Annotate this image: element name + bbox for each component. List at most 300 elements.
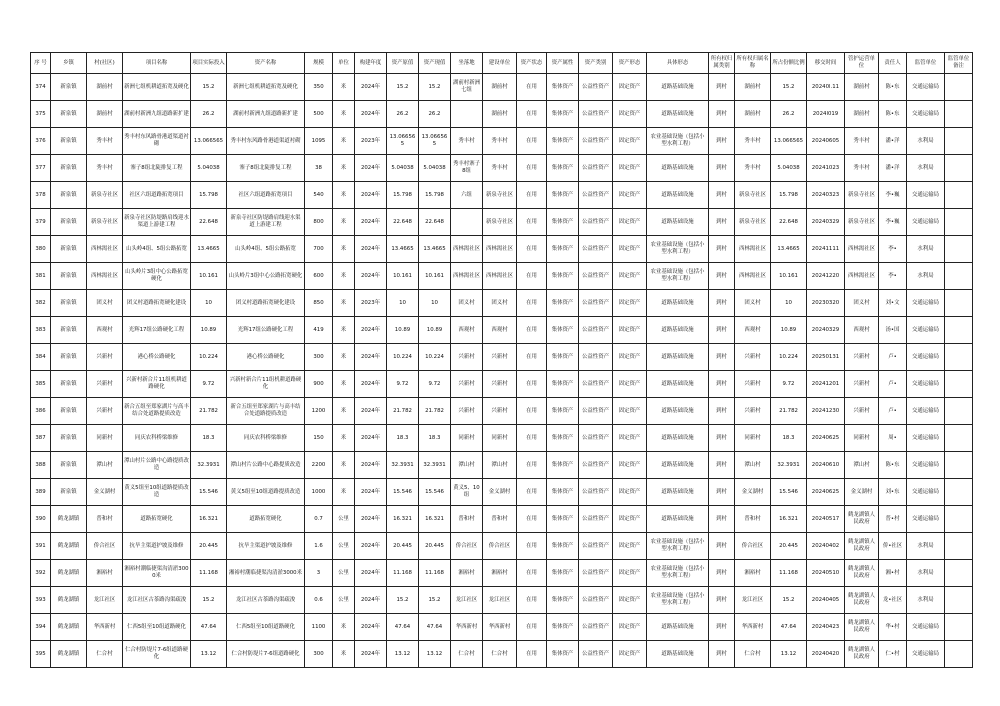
table-cell: 2024年 (355, 560, 387, 587)
table-cell: 山头岭片3组中心公路拓宽硬化 (227, 263, 305, 290)
table-cell: 侨•社区 (879, 533, 907, 560)
table-cell: 20230320 (807, 290, 845, 317)
table-row (31, 506, 973, 533)
table-cell: 10.89 (419, 317, 451, 344)
table-cell: 陈•东 (879, 452, 907, 479)
table-cell: 到村 (709, 533, 735, 560)
table-cell: 抗旱主渠道护坡及维修 (227, 533, 305, 560)
table-cell: 湖前村 (845, 101, 879, 128)
table-cell: 800 (305, 209, 333, 236)
table-cell: 固定资产 (613, 371, 647, 398)
table-cell: 公益性资产 (579, 263, 613, 290)
table-cell: 潭山村 (735, 452, 771, 479)
table-cell: 2024年 (355, 155, 387, 182)
table-cell: 道路基础设施 (647, 74, 709, 101)
table-cell: 固定资产 (613, 614, 647, 641)
table-cell: 700 (305, 236, 333, 263)
table-cell: 秀丰村 (735, 155, 771, 182)
table-cell: 同新村 (451, 425, 483, 452)
table-cell (945, 182, 973, 209)
table-cell: 新泉寺社区防堤路肩线迎水渠道上游建工程 (123, 209, 191, 236)
table-row (31, 587, 973, 614)
table-cell: 到村 (709, 479, 735, 506)
table-cell: 兴新村 (87, 371, 123, 398)
table-cell: 西林渴社区 (483, 236, 517, 263)
table-cell: 集体资产 (547, 74, 579, 101)
table-cell: 金义湖村 (483, 479, 517, 506)
table-cell: 新合五组至郑家湖片与高丰结合处道路提质改造 (227, 398, 305, 425)
table-cell: 10.224 (387, 344, 419, 371)
table-cell (945, 236, 973, 263)
table-cell (945, 155, 973, 182)
table-cell: 兴新村 (845, 371, 879, 398)
table-cell: 47.64 (771, 614, 807, 641)
table-cell: 20240625 (807, 425, 845, 452)
column-header: 资产现值 (419, 53, 451, 74)
table-cell: 2024年 (355, 587, 387, 614)
table-cell: 团义村 (451, 290, 483, 317)
table-cell: 港心桥公路硬化 (227, 344, 305, 371)
table-cell: 水利局 (907, 128, 945, 155)
table-row (31, 128, 973, 155)
table-cell: 新泉镇 (51, 398, 87, 425)
table-row (31, 344, 973, 371)
table-cell: 仁合村 (483, 641, 517, 668)
table-cell: 公益性资产 (579, 587, 613, 614)
column-header: 坐落地 (451, 53, 483, 74)
table-cell: 5.04038 (387, 155, 419, 182)
table-cell: 农业基础设施（包括小型水利工程） (647, 128, 709, 155)
table-cell: 10.224 (771, 344, 807, 371)
table-cell: 382 (31, 290, 51, 317)
table-cell: 固定资产 (613, 344, 647, 371)
table-cell: 米 (333, 641, 355, 668)
table-cell: 交通运输局 (907, 74, 945, 101)
table-cell: 仁西5组至10组道路硬化 (227, 614, 305, 641)
table-row (31, 155, 973, 182)
table-cell: 湖前村新洲九组道路新扩建 (227, 101, 305, 128)
table-cell: 湖前村 (735, 101, 771, 128)
table-cell: 固定资产 (613, 74, 647, 101)
table-cell: 10.224 (191, 344, 227, 371)
table-cell: 卢• (879, 371, 907, 398)
table-cell: 固定资产 (613, 209, 647, 236)
table-cell: 15.798 (771, 182, 807, 209)
column-header: 管护运营单位 (845, 53, 879, 74)
table-cell: 900 (305, 371, 333, 398)
table-cell: 农业基础设施（包括小型水利工程） (647, 587, 709, 614)
table-cell: 公益性资产 (579, 74, 613, 101)
table-cell: 西林渴社区 (735, 236, 771, 263)
table-cell: 农业基础设施（包括小型水利工程） (647, 263, 709, 290)
table-cell: 32.3931 (191, 452, 227, 479)
asset-table (30, 52, 973, 668)
table-cell: 在用 (517, 614, 547, 641)
table-cell: 395 (31, 641, 51, 668)
table-cell: 集体资产 (547, 317, 579, 344)
table-cell: 交通运输局 (907, 317, 945, 344)
table-cell: 公益性资产 (579, 101, 613, 128)
column-header: 资产属性 (547, 53, 579, 74)
table-cell: 20240l.11 (807, 74, 845, 101)
column-header: 资产类别 (579, 53, 613, 74)
table-cell: 同庆农科桥梁维修 (123, 425, 191, 452)
table-cell: 389 (31, 479, 51, 506)
table-cell: 在用 (517, 128, 547, 155)
table-cell: 集体资产 (547, 290, 579, 317)
table-cell: 兴新村新合片11组机耕道路硬化 (227, 371, 305, 398)
table-cell: 350 (305, 74, 333, 101)
table-cell: 到村 (709, 425, 735, 452)
table-cell: 同新村 (483, 425, 517, 452)
table-cell: 秀丰村 (845, 128, 879, 155)
table-cell: 新泉寺社区 (735, 209, 771, 236)
table-cell: 在用 (517, 290, 547, 317)
table-cell: 391 (31, 533, 51, 560)
table-cell: 湖前村 (845, 74, 879, 101)
table-cell: 20240402 (807, 533, 845, 560)
table-cell: 新泉寺社区 (87, 209, 123, 236)
table-cell: 9.72 (419, 371, 451, 398)
table-cell: 16.321 (419, 506, 451, 533)
table-cell: 交通运输局 (907, 425, 945, 452)
table-row (31, 74, 973, 101)
table-cell: 新泉寺社区 (87, 182, 123, 209)
table-cell: 米 (333, 155, 355, 182)
table-cell: 集体资产 (547, 398, 579, 425)
table-cell: 376 (31, 128, 51, 155)
table-cell: 固定资产 (613, 263, 647, 290)
table-cell: 13.4665 (771, 236, 807, 263)
table-cell: 10.161 (419, 263, 451, 290)
table-row (31, 479, 973, 506)
table-cell: 20241111 (807, 236, 845, 263)
table-row (31, 533, 973, 560)
table-cell: 李•巍 (879, 182, 907, 209)
table-cell: 在用 (517, 344, 547, 371)
table-cell: 18.3 (387, 425, 419, 452)
table-body (31, 74, 973, 668)
table-cell: 西观村 (483, 317, 517, 344)
table-cell: 13.066565 (387, 128, 419, 155)
table-cell: 18.3 (419, 425, 451, 452)
table-cell: 公里 (333, 560, 355, 587)
table-cell: 抗旱主渠道护坡及维修 (123, 533, 191, 560)
table-cell: 到村 (709, 74, 735, 101)
table-cell: 11.168 (771, 560, 807, 587)
table-cell: 集体资产 (547, 344, 579, 371)
table-cell: 湘裕村 (451, 560, 483, 587)
table-cell: 西林渴社区 (87, 263, 123, 290)
table-cell: 13.066565 (771, 128, 807, 155)
table-cell: 2024年 (355, 317, 387, 344)
table-cell: 378 (31, 182, 51, 209)
table-cell: 六组 (451, 182, 483, 209)
table-cell: 到村 (709, 398, 735, 425)
table-cell: 21.782 (191, 398, 227, 425)
table-cell: 秀丰村 (483, 155, 517, 182)
table-cell: 新泉镇 (51, 236, 87, 263)
table-cell: 300 (305, 641, 333, 668)
table-cell: 47.64 (387, 614, 419, 641)
table-cell: 2024年 (355, 209, 387, 236)
table-cell: 0.6 (305, 587, 333, 614)
table-cell: 鹤龙湖镇人民政府 (845, 641, 879, 668)
table-cell: 到村 (709, 371, 735, 398)
table-cell: 500 (305, 101, 333, 128)
table-cell: 山头岭片3组中心公路拓宽硬化 (123, 263, 191, 290)
table-cell: 到村 (709, 209, 735, 236)
table-cell: 公益性资产 (579, 344, 613, 371)
table-cell (451, 101, 483, 128)
table-cell: 湘裕村潮临捷渠沟清淤3000米 (123, 560, 191, 587)
table-cell: 32.3931 (419, 452, 451, 479)
table-cell: 到村 (709, 155, 735, 182)
table-cell: 15.798 (191, 182, 227, 209)
table-cell: 26.2 (419, 101, 451, 128)
table-cell: 10.161 (771, 263, 807, 290)
table-cell: 公益性资产 (579, 560, 613, 587)
table-cell: 9.72 (387, 371, 419, 398)
table-cell: 新泉镇 (51, 479, 87, 506)
column-header: 具体形态 (647, 53, 709, 74)
table-cell: 10.89 (771, 317, 807, 344)
table-cell: 侨合社区 (735, 533, 771, 560)
table-cell: 华西新村 (451, 614, 483, 641)
table-cell: 在用 (517, 236, 547, 263)
table-cell: 固定资产 (613, 479, 647, 506)
table-cell: 农业基础设施（包括小型水利工程） (647, 560, 709, 587)
table-cell: 湘裕村潮临捷渠沟清淤3000米 (227, 560, 305, 587)
column-header: 所有权归属名称 (735, 53, 771, 74)
table-cell (945, 101, 973, 128)
table-cell: 22.648 (771, 209, 807, 236)
table-cell: 普和村 (451, 506, 483, 533)
table-cell: 刘•东 (879, 479, 907, 506)
table-cell: 新泉镇 (51, 452, 87, 479)
table-cell: 394 (31, 614, 51, 641)
table-cell: 侨合社区 (451, 533, 483, 560)
table-cell: 交通运输局 (907, 452, 945, 479)
table-cell: 龙江社区 (483, 587, 517, 614)
column-header: 规模 (305, 53, 333, 74)
table-cell: 20.445 (419, 533, 451, 560)
table-cell: 潭山村 (845, 452, 879, 479)
table-cell: 农业基础设施（包括小型水利工程） (647, 236, 709, 263)
table-cell: 集体资产 (547, 236, 579, 263)
table-cell: 湖前村 (483, 74, 517, 101)
table-cell: 兴新村 (483, 398, 517, 425)
table-cell: 西观村 (87, 317, 123, 344)
table-cell: 10 (387, 290, 419, 317)
table-cell (945, 425, 973, 452)
table-cell: 侨合社区 (483, 533, 517, 560)
table-cell: 西林渴社区 (87, 236, 123, 263)
table-cell: 道路拓宽硬化 (227, 506, 305, 533)
table-cell: 湖前村新洲七组 (451, 74, 483, 101)
table-cell: 20240329 (807, 209, 845, 236)
table-cell (945, 479, 973, 506)
table-cell: 20240510 (807, 560, 845, 587)
column-header: 所有权归属类别 (709, 53, 735, 74)
table-row (31, 614, 973, 641)
table-cell: 固定资产 (613, 560, 647, 587)
table-cell: 集体资产 (547, 101, 579, 128)
table-cell: 600 (305, 263, 333, 290)
table-cell: 道路基础设施 (647, 398, 709, 425)
table-cell: 道路基础设施 (647, 641, 709, 668)
table-cell: 集体资产 (547, 209, 579, 236)
table-cell: 兴新村 (483, 371, 517, 398)
table-cell: 鹤龙湖镇人民政府 (845, 506, 879, 533)
table-cell: 秀丰村 (87, 155, 123, 182)
table-cell: 13.12 (419, 641, 451, 668)
table-cell: 李• (879, 263, 907, 290)
table-cell: 兴新村 (451, 398, 483, 425)
table-cell (945, 560, 973, 587)
table-cell (945, 344, 973, 371)
table-cell: 光辉17组公路硬化工程 (227, 317, 305, 344)
table-cell: 20240517 (807, 506, 845, 533)
table-cell: 20240405 (807, 587, 845, 614)
table-cell: 社区六组道路拓宽项目 (227, 182, 305, 209)
table-cell: 在用 (517, 641, 547, 668)
table-cell (945, 641, 973, 668)
table-cell: 金义湖村 (87, 479, 123, 506)
table-cell: 13.4665 (387, 236, 419, 263)
table-cell: 米 (333, 344, 355, 371)
table-cell: 公益性资产 (579, 209, 613, 236)
table-cell: 3 (305, 560, 333, 587)
table-cell: 2024年 (355, 398, 387, 425)
table-cell: 秀丰村寨子8组 (451, 155, 483, 182)
table-cell: 鹤龙湖镇人民政府 (845, 614, 879, 641)
table-cell: 米 (333, 317, 355, 344)
table-cell: 13.4665 (191, 236, 227, 263)
table-cell: 道路基础设施 (647, 209, 709, 236)
table-cell (945, 128, 973, 155)
table-cell: 10.89 (191, 317, 227, 344)
table-cell: 固定资产 (613, 533, 647, 560)
table-row (31, 182, 973, 209)
table-cell: 13.12 (771, 641, 807, 668)
table-cell: 在用 (517, 101, 547, 128)
table-cell: 21.782 (419, 398, 451, 425)
column-header: 资产原值 (387, 53, 419, 74)
table-cell: 387 (31, 425, 51, 452)
table-cell: 22.648 (191, 209, 227, 236)
table-cell: 新泉镇 (51, 317, 87, 344)
table-cell: 鹤龙湖镇 (51, 533, 87, 560)
table-cell: 西林渴社区 (483, 263, 517, 290)
table-cell: 兴新村 (451, 371, 483, 398)
table-cell: 850 (305, 290, 333, 317)
table-cell: 10.224 (419, 344, 451, 371)
table-cell: 米 (333, 128, 355, 155)
table-cell: 固定资产 (613, 587, 647, 614)
table-cell: 周• (879, 425, 907, 452)
table-cell: 集体资产 (547, 371, 579, 398)
table-cell: 20240610 (807, 452, 845, 479)
table-cell: 米 (333, 209, 355, 236)
table-cell: 龙江社区古茶路沟渠疏浚 (123, 587, 191, 614)
table-cell: 374 (31, 74, 51, 101)
table-cell: 新洲七组机耕道拓宽及硬化 (227, 74, 305, 101)
table-cell: 392 (31, 560, 51, 587)
table-cell: 20240423 (807, 614, 845, 641)
table-cell: 集体资产 (547, 587, 579, 614)
table-cell: 社区六组道路拓宽项目 (123, 182, 191, 209)
table-cell: 港心桥公路硬化 (123, 344, 191, 371)
table-cell: 到村 (709, 128, 735, 155)
table-cell: 11.168 (387, 560, 419, 587)
table-cell: 集体资产 (547, 533, 579, 560)
table-cell: 集体资产 (547, 641, 579, 668)
table-cell: 鹤龙湖镇 (51, 614, 87, 641)
table-cell: 在用 (517, 209, 547, 236)
table-cell: 2024年 (355, 533, 387, 560)
table-cell: 26.2 (191, 101, 227, 128)
table-cell: 西观村 (735, 317, 771, 344)
table-cell: 米 (333, 614, 355, 641)
table-cell: 2024l019 (807, 101, 845, 128)
table-cell: 团义村道路拓宽硬化建设 (227, 290, 305, 317)
table-cell: 公益性资产 (579, 533, 613, 560)
table-cell: 兴新村 (87, 344, 123, 371)
table-cell: 2024年 (355, 425, 387, 452)
column-header: 资产名称 (227, 53, 305, 74)
table-row (31, 560, 973, 587)
table-cell: 20241230 (807, 398, 845, 425)
table-cell: 仁合村防堤片7-6组道路硬化 (227, 641, 305, 668)
table-cell: 新泉镇 (51, 371, 87, 398)
table-header-row (31, 53, 973, 74)
table-row (31, 209, 973, 236)
column-header: 村(社区) (87, 53, 123, 74)
table-cell: 李•巍 (879, 209, 907, 236)
column-header: 所占份额比例 (771, 53, 807, 74)
table-cell: 兴新村 (735, 371, 771, 398)
table-cell: 华西新村 (735, 614, 771, 641)
table-cell: 0.7 (305, 506, 333, 533)
table-cell: 龙•社区 (879, 587, 907, 614)
table-cell (945, 263, 973, 290)
table-cell: 道路基础设施 (647, 344, 709, 371)
table-cell: 米 (333, 236, 355, 263)
table-cell: 湘裕村 (735, 560, 771, 587)
table-cell: 公益性资产 (579, 398, 613, 425)
table-cell: 26.2 (771, 101, 807, 128)
table-cell: 水利局 (907, 236, 945, 263)
table-cell: 公益性资产 (579, 290, 613, 317)
table-cell: 15.798 (387, 182, 419, 209)
table-cell: 公益性资产 (579, 614, 613, 641)
table-cell: 2024年 (355, 479, 387, 506)
table-cell: 新泉镇 (51, 182, 87, 209)
table-cell: 150 (305, 425, 333, 452)
table-cell: 交通运输局 (907, 290, 945, 317)
table-cell: 汤•国 (879, 317, 907, 344)
table-cell: 21.782 (387, 398, 419, 425)
table-cell: 兴新村 (845, 344, 879, 371)
table-cell: 公益性资产 (579, 182, 613, 209)
table-cell: 湘•村 (879, 560, 907, 587)
table-cell: 2024年 (355, 74, 387, 101)
table-cell: 公益性资产 (579, 641, 613, 668)
table-cell: 交通运输局 (907, 479, 945, 506)
table-cell: 新泉镇 (51, 425, 87, 452)
table-cell: 集体资产 (547, 506, 579, 533)
